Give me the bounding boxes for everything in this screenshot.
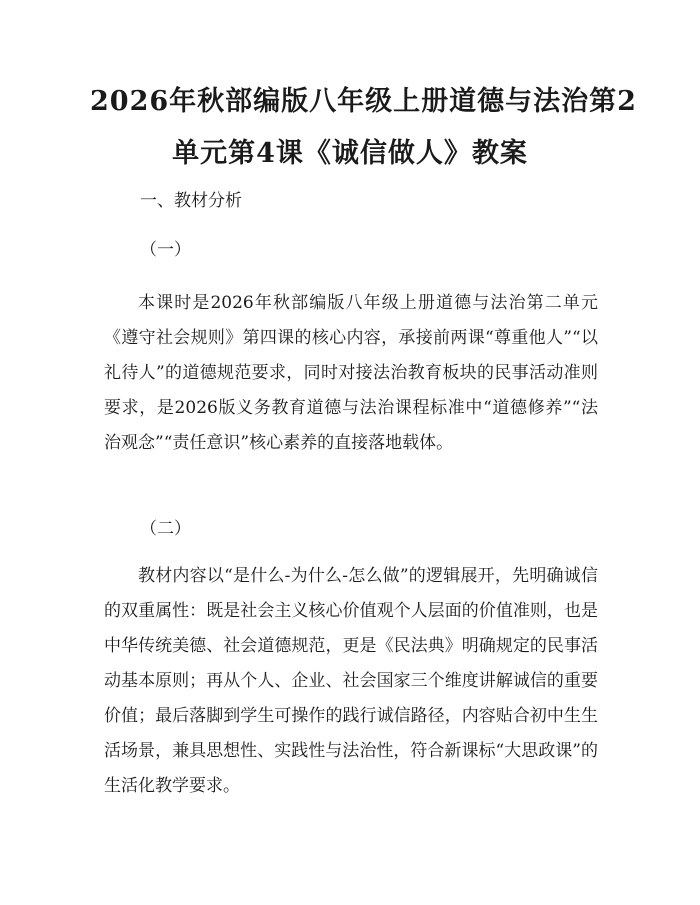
section-heading: 一、教材分析 xyxy=(140,191,242,211)
paragraph-2: 教材内容以“是什么-为什么-怎么做”的逻辑展开，先明确诚信的双重属性：既是社会主义核心价值观个人层面的价值准则，也是中华传统美德、社会道德规范，更是《民法典》明确规定的民事活动基本原则；再从个人、企业、社会国家三个维度讲解诚信的重要价值；最后落脚到学生可操作的践行诚信路径，内容贴合初中生生活场景，兼具思想性、实践性与法治性，符合新课标“大思政课”的生活化教学要求。 xyxy=(104,566,598,796)
document-title-line-2: 单元第4课《诚信做人》教案 xyxy=(172,138,528,169)
document-title-line-1: 2026年秋部编版八年级上册道德与法治第2 xyxy=(90,86,637,117)
paragraph-1: 本课时是2026年秋部编版八年级上册道德与法治第二单元《遵守社会规则》第四课的核心内容，承接前两课“尊重他人”“以礼待人”的道德规范要求，同时对接法治教育板块的民事活动准则要求，是2026版义务教育道德与法治课程标准中“道德修养”“法治观念”“责任意识”核心素养的直接落地载体。 xyxy=(104,293,598,453)
subheading-2: （二） xyxy=(140,519,191,539)
subheading-1: （一） xyxy=(140,240,191,260)
